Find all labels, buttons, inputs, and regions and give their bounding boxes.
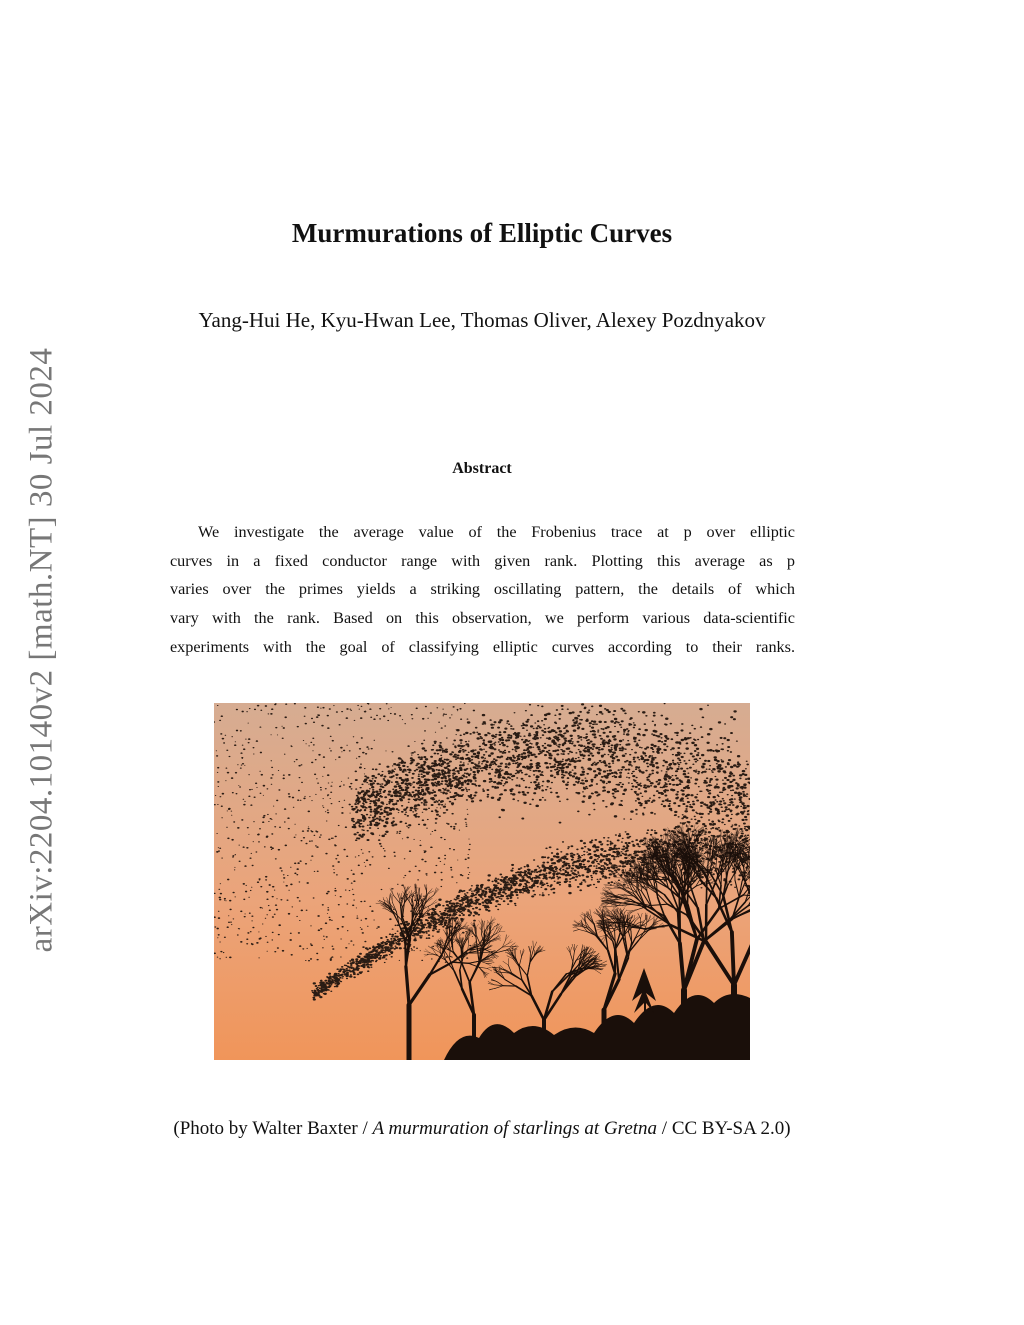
abstract-line: varies over the primes yields a striking oscillating pattern, the details of which — [170, 580, 795, 599]
starling-murmuration-photo — [214, 703, 750, 1060]
abstract-body — [170, 518, 795, 662]
caption-photo-title: A murmuration of starlings at Gretna — [372, 1118, 658, 1139]
abstract-line: We investigate the average value of the Frobenius trace at p over elliptic — [198, 523, 795, 541]
abstract-line: vary with the rank. Based on this observation, we perform various data-scientific — [170, 609, 795, 628]
caption-license: / CC BY-SA 2.0) — [657, 1118, 791, 1139]
paper-title: Murmurations of Elliptic Curves — [291, 218, 673, 248]
arxiv-identifier: arXiv:2204.10140v2 [math.NT] 30 Jul 2024 — [23, 347, 60, 953]
abstract-line: curves in a fixed conductor range with given rank. Plotting this average as p — [170, 551, 795, 570]
abstract-heading: Abstract — [452, 460, 512, 477]
caption-credit: (Photo by Walter Baxter / — [173, 1118, 373, 1139]
photo-caption — [0, 1118, 964, 1140]
author-list: Yang-Hui He, Kyu-Hwan Lee, Thomas Oliver, Alexey Pozdnyakov — [198, 308, 766, 332]
abstract-line: experiments with the goal of classifying elliptic curves according to their ranks. — [170, 637, 795, 656]
arxiv-stamp — [12, 345, 72, 955]
